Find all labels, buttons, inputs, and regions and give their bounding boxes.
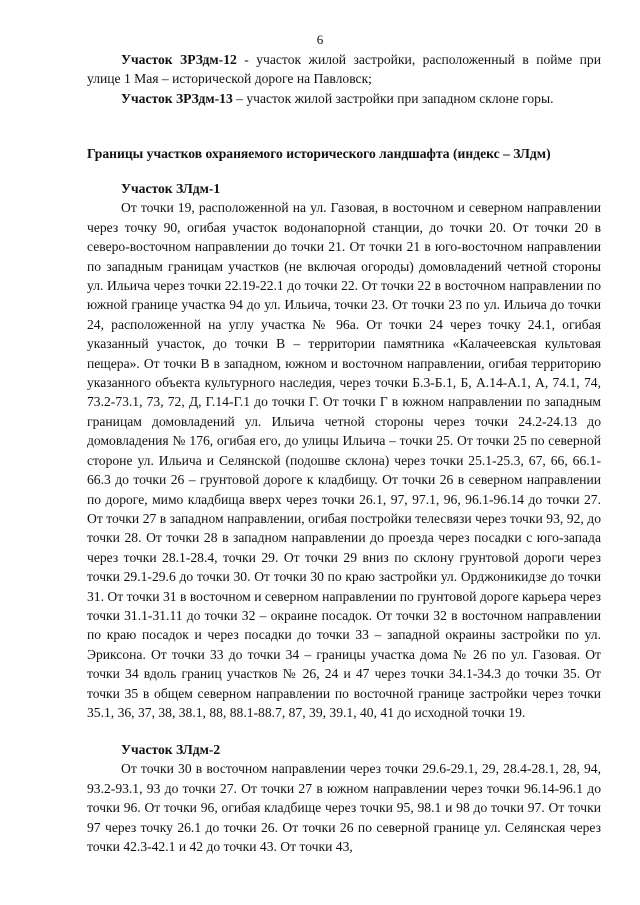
zldm1-text: От точки 19, расположенной на ул. Газовая, в восточном и северном направлении через точку 90, огибая участок водонапорной станции, до точки 20. От точки 20 в северо-восточном направлении до точки 21. От точки 21 в юго-восточном направлении по западным границам участков (не включая огороды) домовладений четной стороны ул. Ильича через точки 22.19-22.1 до точки 22. От точки 22 в восточном направлении по южной границе участка 94 до ул. Ильича, точки 23. От точки 23 по ул. Ильича до точки 24, расположенной на углу участка № 96а. От точки 24 через точку 24.1, огибая указанный участок, до точки В – территории памятника «Калачеевская культовая пещера». От точки В в западном, южном и восточном направлении, огибая территорию указанного объекта культурного наследия, через точки Б.3-Б.1, Б, А.14-А.1, А, 74.1, 74, 73.2-73.1, 73, 72, Д, Г.14-Г.1 до точки Г. От точки Г в южном направлении по западным границам домовладений ул. Ильича четной стороны через точки 24.2-24.13 до домовладения № 176, огибая его, до улицы Ильича – точки 25. От точки 25 по северной стороне ул. Ильича и Селянской (подошве склона) через точки 25.1-25.3, 67, 66, 66.1-66.3 до точки 26 – грунтовой дороге к кладбищу. От точки 26 в северном направлении по дороге, мимо кладбища вверх через точки 26.1, 97, 97.1, 96, 96.1-96.14 до точки 27. От точки 27 в западном направлении, огибая постройки телесвязи через точки 93, 92, до точки 28. От точки 28 в западном направлении до проезда через посадки с юго-запада через точки 28.1-28.4, точки 29. От точки 29 вниз по склону грунтовой дороги через точки 29.1-29.6 до точки 30. От точки 30 по краю застройки ул. Орджоникидзе до точки 31. От точки 31 в восточном и северном направлении по грунтовой дороге карьера через точки 31.1-31.11 до точки 32 – окраине посадок. От точки 32 в восточном направлении по краю посадок и через посадки до точки 33 – западной окраины застройки по ул. Эриксона. От точки 33 до точки 34 – границы участка дома № 26 по ул. Газовая. От точки 34 вдоль границ участков № 26, 24 и 47 через точки 34.1-34.3 до точки 35. От точки 35 в общем северном направлении по восточной границе застройки через точки 35.1, 36, 37, 38, 38.1, 88, 88.1-88.7, 87, 39, 39.1, 40, 41 до исходной точки 19.: [87, 200, 601, 720]
zone-12-title: Участок ЗРЗдм-12: [121, 52, 237, 67]
zone-13-paragraph: [87, 89, 601, 108]
zone-12-description: - участок жилой застройки, расположенный в пойме при улице 1 Мая – исторической дороге на Павловск;: [87, 52, 601, 87]
zone-12-text: [87, 50, 601, 89]
section-heading-block: [87, 144, 601, 163]
zone-13-title: Участок ЗРЗдм-13: [121, 91, 233, 106]
page-number: 6: [316, 32, 324, 47]
zldm1-title: Участок ЗЛдм-1: [121, 181, 221, 196]
zldm2-block: [87, 740, 601, 856]
zone-13-text: [87, 89, 601, 108]
zldm2-text: От точки 30 в восточном направлении через точки 29.6-29.1, 29, 28.4-28.1, 28, 94, 93.2-93.1, 93 до точки 27. От точки 27 в южном направлении через точки 96.14-96.1 до точки 96. От точки 96, огибая кладбище через точки 95, 98.1 и 98 до точки 97. От точки 97 через точку 26.1 до точки 26. От точки 26 по северной границе ул. Селянская через точки 42.3-42.1 и 42 до точки 43. От точки 43,: [87, 761, 601, 855]
zldm1-block: [87, 179, 601, 722]
section-heading: Границы участков охраняемого исторического ландшафта (индекс – ЗЛдм): [87, 146, 551, 161]
zone-12-paragraph: [87, 50, 601, 89]
zldm2-title: Участок ЗЛдм-2: [121, 742, 221, 757]
zone-13-description: – участок жилой застройки при западном склоне горы.: [232, 91, 554, 106]
